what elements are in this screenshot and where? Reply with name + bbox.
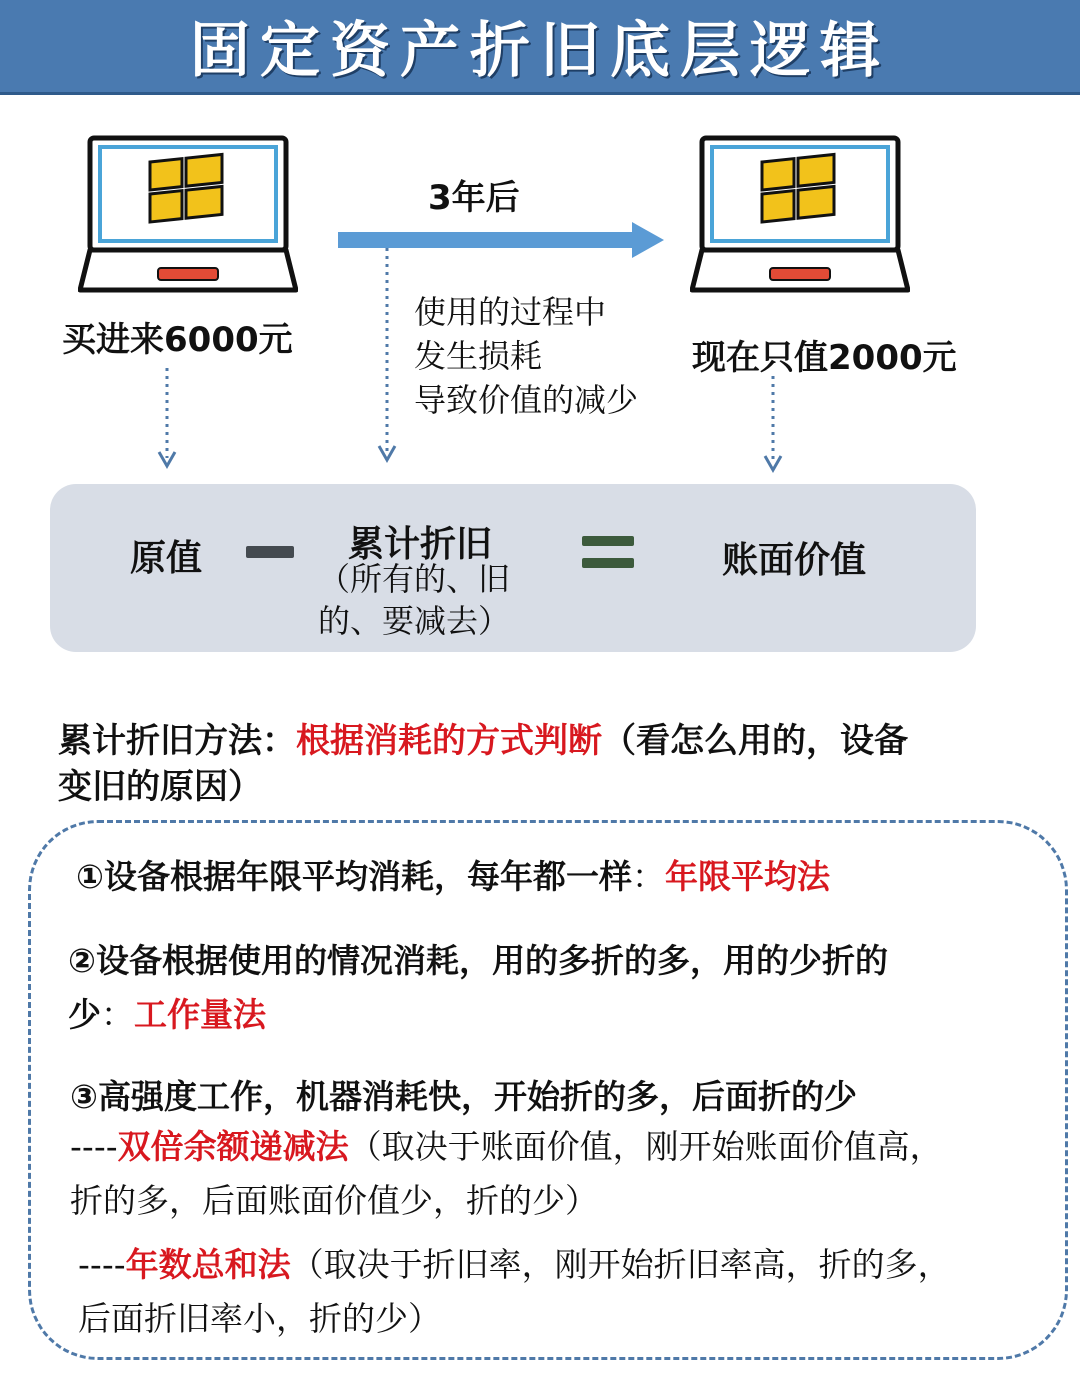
equals-operator <box>582 558 634 568</box>
minus-operator <box>246 546 294 558</box>
original-value-term: 原值 <box>130 538 203 579</box>
laptop-icon <box>78 134 298 296</box>
current-value-label: 现在只值2000元 <box>692 338 957 378</box>
method-heading-highlight: 根据消耗的方式判断 <box>296 721 602 761</box>
dotted-arrow-middle <box>374 248 400 468</box>
accumulated-depreciation-term: 累计折旧 <box>348 524 493 565</box>
method-3b-desc-cont: 后面折旧率小，折的少） <box>78 1299 441 1338</box>
purchase-price-label: 买进来6000元 <box>62 320 293 360</box>
method-1-sep: ： <box>631 857 665 896</box>
method-heading-prefix: 累计折旧方法： <box>58 721 296 761</box>
formula-panel <box>50 484 976 652</box>
method-3-heading: ③高强度工作，机器消耗快，开始折的多，后面折的少 <box>70 1077 857 1116</box>
title-banner <box>0 0 1080 95</box>
method-accelerated <box>70 1070 943 1228</box>
accumulated-depreciation-note <box>318 558 510 642</box>
method-3a-desc-cont: 折的多，后面账面价值少，折的少） <box>70 1181 598 1220</box>
note-line: 的、要减去） <box>318 602 511 640</box>
method-3b-dash: ---- <box>78 1245 126 1284</box>
method-sum-of-years-name: 年数总和法 <box>125 1245 291 1284</box>
method-heading-suffix: （看怎么用的，设备 <box>602 721 908 761</box>
note-line: （所有的、旧 <box>318 560 511 598</box>
method-sum-of-years <box>78 1238 951 1346</box>
usage-note-line: 发生损耗 <box>414 337 543 375</box>
method-1-name: 年限平均法 <box>664 857 830 896</box>
method-2-text-cont: 少 <box>68 995 101 1034</box>
dotted-arrow-left <box>154 368 180 472</box>
method-3b-desc: （取决于折旧率，刚开始折旧率高，折的多， <box>290 1245 951 1284</box>
book-value-term: 账面价值 <box>722 540 867 581</box>
page-title: 固定资产折旧底层逻辑 <box>190 16 890 86</box>
method-units-of-production <box>68 934 888 1042</box>
method-heading-suffix: 变旧的原因） <box>58 767 262 807</box>
dotted-arrow-right <box>760 376 786 476</box>
method-double-declining-name: 双倍余额递减法 <box>117 1127 349 1166</box>
laptop-icon <box>690 134 910 296</box>
method-straight-line <box>76 850 830 904</box>
method-2-text: ②设备根据使用的情况消耗，用的多折的多，用的少折的 <box>68 941 888 980</box>
method-heading <box>58 718 998 810</box>
method-2-name: 工作量法 <box>134 995 266 1034</box>
equals-operator <box>582 536 634 546</box>
usage-note-line: 使用的过程中 <box>414 293 607 331</box>
method-2-sep: ： <box>101 995 134 1034</box>
method-3a-dash: ---- <box>70 1127 118 1166</box>
method-3a-desc: （取决于账面价值，刚开始账面价值高， <box>348 1127 943 1166</box>
usage-note-line: 导致价值的减少 <box>414 381 639 419</box>
usage-note <box>414 290 638 422</box>
method-1-text: ①设备根据年限平均消耗，每年都一样 <box>76 857 632 896</box>
time-label: 3年后 <box>428 178 520 218</box>
